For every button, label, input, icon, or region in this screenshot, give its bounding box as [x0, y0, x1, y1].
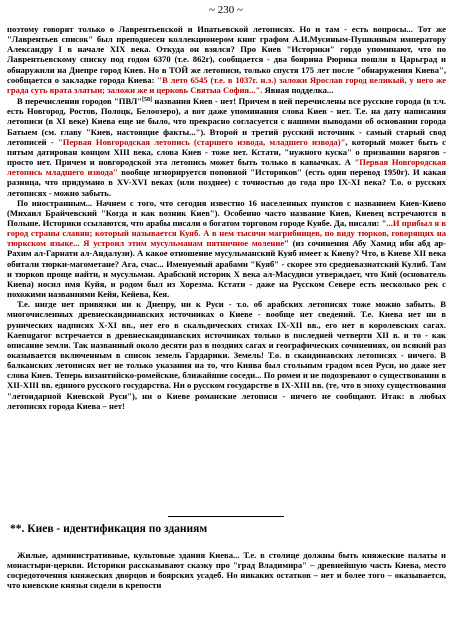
footnote-ref[interactable]: [58]	[142, 97, 153, 104]
p2-red-2: "Первая Новгородская летопись младшего извода"	[7, 157, 446, 178]
section-divider	[168, 516, 284, 517]
p2-text-a: В перечислении городов "ПВЛ"	[17, 96, 143, 107]
p3-text-b: " (из сочинения Абу Хамид ибн абд ар-Рахим ал-Гарнати ал-Андалузи). А какое отношение мусульманский Куяб имеет к Киеву? Что, в Киеве XII века обитали тюрки-магометане? Ага, счас... Именуемый арабами "Куяб" - скорее это средневазиатский Кулиб. Там и тюрков проще найти, и мусульман. Арабский историк X века ал-Масудиси утверждает, что Кий (основатель Киева) носил имя Куйя, и родом был из Хорезма. Кстати - даже на Русском Севере есть несколько рек с похожими названиями Кейя, Кейева, Кея.	[7, 238, 447, 300]
section-heading: **. Киев - идентификация по зданиям	[10, 523, 208, 535]
p2-text-c: , который может быть с пятым датирован концом XIII века, слова Киев - тоже нет. Кстати, "нужного куска" о призвании варягов - просто нет. Причем и новгородской эта летопись может быть только в кавычках. А	[7, 136, 446, 168]
paragraph-3	[7, 198, 446, 300]
p3-text-a: По иностранным... Начнем с того, что сегодня известно 16 населенных пунктов с названием Киев-Киево (Михаил Брайчевский "Когда и как возник Киев"). Особенно часто название Киев, Киевец встречаются в Польше. Историки ссылаются, что арабы писали о богатом торговом городе Куябе. Да, писали: "	[7, 197, 446, 228]
paragraph-2	[7, 95, 446, 198]
p2-text-b: названия Киев - нет! Причем в ней перечислены все русские города (в т.ч. есть Новгород, Ростов, Полоцк, Белоозеро), а вот даже упоминания слова Киев - нет. Т.е. на дату написания летописи (в XI веке) Киева еще не было, что прекрасно согласуется с нашими выводами об основании города Батыем (см. главу "Киев, настоящие факты..."). Второй и третий русский источник - самый старый свод летописей -	[7, 96, 446, 147]
p1-text-a: поэтому говорят только о Лаврентьевской и Ипатьевской летописях. Но и там - есть вопросы... Тот же "Лаврентьев список" был преподнесен коллекционером книг графом А.И.Мусиным-Пушкиным императору Александру I в начале XIX века. Откуда он взялся? Про Киев "Историки" гордо упоминают, что по Лаврентьевскому списку под годом 6370 (т.е. 862г), сообщается - два боярина Рюрика пошли в Царьград и обнаружили на Днепре город Киев. Но в ТОЙ же летописи, только спустя 175 лет после "обнаружения Киева", сообщается о закладке города Киева:	[7, 24, 446, 85]
p1-text-b: Явная подделка...	[264, 84, 334, 95]
page-number: ~ 230 ~	[209, 4, 243, 16]
paragraph-5	[7, 541, 446, 599]
paragraph-4: Т.е. нигде нет привязки ни к Днепру, ни к Руси - т.о. об арабских летописях тоже можно забыть. В многочисленных древнескандинавских источниках о Киеве - вообще нет сведений. Т.е. Киева нет ни в рунических надписях X-XI вв., нет его в скальдических стихах IX-XII вв., его нет в королевских сагах. Kaenugaror встречается в древнескандинавских источниках только в последней четверти XII в. и то - как описание земли. Так названный около десяти раз в поздних сагах и географических сочинениях, он всякий раз оказывается включенным в список земель Гардарики. Земель! Т.о. в скандинавских летописях - ничего. В балканских летописях нет не только указания на то, что Киява был стольным градом всея Руси, но даже нет слова Киев. Теперь византийско-ромейские, ближайшие соседи... По ромеи и не подозревают о существовании в XII-XIII вв. единого русского государства. Ни о русском государстве в IX-XIII вв. (те, что в эпоху существования "летоидарной Киевской Руси"), ни о Киеве романские летописи - ничего не сообщают. Итак: в любых летописях города Киева – нет!	[7, 299, 446, 411]
p2-text-d: вообще игнорируется поповной "Историков" (есть один перевод 1950г). И какая разница, что придумано в XV-XVI веках (или позднее) с точностью до года про IX-XI века? Т.о. о русских летописях - можно забыть.	[7, 167, 446, 198]
p2-red-1: "Первая Новгородская летопись (старшего извода, младшего извода)"	[58, 136, 346, 147]
paragraph-1	[7, 24, 446, 95]
p3-red-quote: ...И прибыл я в город страны славян; который называется Куяб. А в нем тысячи магрибинцев, по виду тюрков, говорящих на тюркском языке... Я устроил этим мусульманам пятничное моление	[7, 217, 446, 249]
p5-text: Жилые, административные, культовые здания Киева... Т.е. в столице должны быть княжеские палаты и монастыри-церкви. Историки рассказывают сказку про "град Владимира" – древнейшую часть Киева, место сосредоточения княжеских дворцов и боярских усадеб. Но никаких остатков – нет и более того – оказывается, что киевские князья сидели в крепости	[7, 549, 446, 591]
p1-red-quote: "В лето 6545 (т.е. в 1037г. н.э.) заложи Ярослав город великый, у него же града суть врата златыи; заложи же и церковь Святыа София...".	[7, 74, 447, 95]
main-text	[7, 24, 446, 411]
